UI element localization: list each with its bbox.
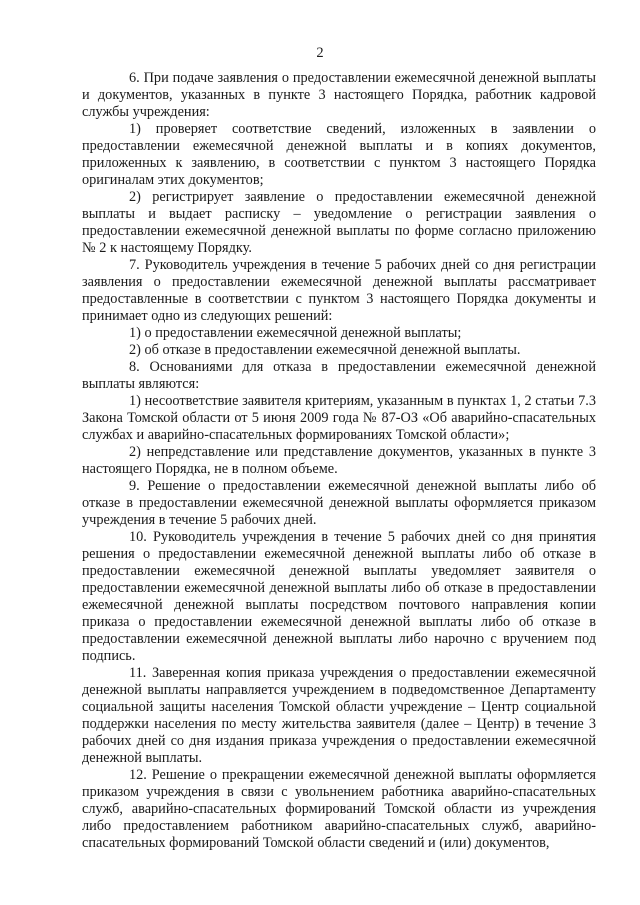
paragraph-item-7: 7. Руководитель учреждения в течение 5 рабочих дней со дня регистрации заявления о предоставлении ежемесячной денежной выплаты рассматривает предоставленные в соответствии с пунктом 3 настоящего Порядка документы и принимает одно из следующих решений: <box>82 257 596 324</box>
paragraph-subitem-6-1: 1) проверяет соответствие сведений, изложенных в заявлении о предоставлении ежемесячной денежной выплаты и в копиях документов, приложенных к заявлению, в соответствии с пунктом 3 настоящего Порядка оригиналам этих документов; <box>82 121 596 188</box>
paragraph-subitem-8-2: 2) непредставление или представление документов, указанных в пункте 3 настоящего Порядка, не в полном объеме. <box>82 444 596 477</box>
paragraph-item-10: 10. Руководитель учреждения в течение 5 рабочих дней со дня принятия решения о предоставлении ежемесячной денежной выплаты либо об отказе в предоставлении ежемесячной денежной выплаты уведомляет заявителя о предоставлении ежемесячной денежной выплаты либо об отказе в предоставлении ежемесячной денежной выплаты посредством почтового направления копии приказа о предоставлении ежемесячной денежной выплаты либо об отказе в предоставлении ежемесячной денежной выплаты либо нарочно с вручением под подпись. <box>82 529 596 664</box>
paragraph-subitem-6-2: 2) регистрирует заявление о предоставлении ежемесячной денежной выплаты и выдает расписку – уведомление о регистрации заявления о предоставлении ежемесячной денежной выплаты по форме согласно приложению № 2 к настоящему Порядку. <box>82 189 596 256</box>
paragraph-item-11: 11. Заверенная копия приказа учреждения о предоставлении ежемесячной денежной выплаты направляется учреждением в подведомственное Департаменту социальной защиты населения Томской области учреждение – Центр социальной поддержки населения по месту жительства заявителя (далее – Центр) в течение 3 рабочих дней со дня издания приказа учреждения о предоставлении ежемесячной денежной выплаты. <box>82 665 596 766</box>
paragraph-subitem-7-2: 2) об отказе в предоставлении ежемесячной денежной выплаты. <box>129 342 521 358</box>
paragraph-item-9: 9. Решение о предоставлении ежемесячной денежной выплаты либо об отказе в предоставлении ежемесячной денежной выплаты оформляется приказом учреждения в течение 5 рабочих дней. <box>82 478 596 528</box>
paragraph-item-6: 6. При подаче заявления о предоставлении ежемесячной денежной выплаты и документов, указанных в пункте 3 настоящего Порядка, работник кадровой службы учреждения: <box>82 70 596 120</box>
paragraph-subitem-7-1: 1) о предоставлении ежемесячной денежной выплаты; <box>129 325 462 341</box>
paragraph-item-8: 8. Основаниями для отказа в предоставлении ежемесячной денежной выплаты являются: <box>82 359 596 392</box>
paragraph-subitem-8-1: 1) несоответствие заявителя критериям, указанным в пунктах 1, 2 статьи 7.3 Закона Томской области от 5 июня 2009 года № 87-ОЗ «Об аварийно-спасательных службах и аварийно-спасательных формированиях Томской области»; <box>82 393 596 443</box>
paragraph-item-12: 12. Решение о прекращении ежемесячной денежной выплаты оформляется приказом учреждения в связи с увольнением работника аварийно-спасательных служб, аварийно-спасательных формирований Томской области из учреждения либо предоставлением работником аварийно-спасательных служб, аварийно-спасательных формирований Томской области сведений и (или) документов, <box>82 767 596 851</box>
page-number: 2 <box>316 45 324 61</box>
document-body <box>82 70 596 852</box>
